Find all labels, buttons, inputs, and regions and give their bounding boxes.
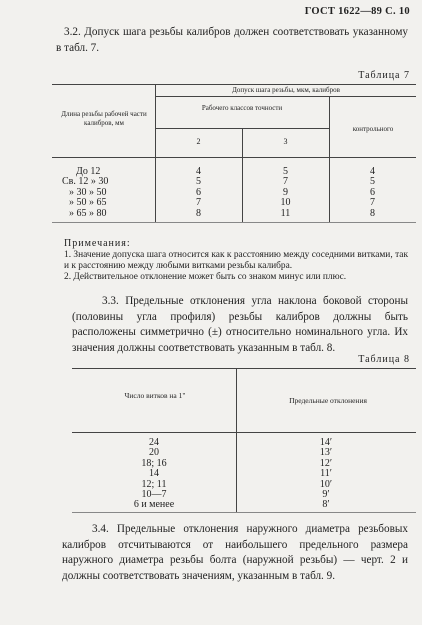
table7-label: Таблица 7 — [358, 70, 410, 81]
table8-threads-column — [72, 438, 236, 511]
table-row: » 65 » 80 — [69, 207, 107, 219]
table7-class3-column — [242, 167, 329, 219]
table-cell: 10 — [280, 197, 291, 209]
paragraph-3-3: 3.3. Предельные отклонения угла наклона боковой стороны (половины угла профиля) резьбы калибров должны быть расположены симметрично (±) относительно номинального угла. Их значения должны соответствовать указанным в табл. 8. — [72, 295, 408, 354]
table7-col-length: Длина резьбы рабочей части калибров, мм — [61, 110, 147, 127]
table-cell: 8 — [196, 207, 201, 219]
table-cell: 10—7 — [141, 489, 167, 501]
table-cell: 13′ — [319, 447, 333, 459]
notes-heading: Примечания: — [64, 238, 131, 249]
table-row: Св. 12 » 30 — [62, 176, 109, 188]
table8-label: Таблица 8 — [358, 354, 410, 365]
table-cell: 7 — [370, 197, 375, 209]
table7-header-rule-1 — [155, 96, 416, 97]
table-cell: 7 — [196, 197, 201, 209]
table7-class-2: 2 — [196, 137, 201, 146]
table-row: » 30 » 50 — [69, 186, 107, 198]
table-cell: 18; 16 — [141, 457, 167, 469]
table-cell: 12′ — [319, 457, 333, 469]
table-cell: 5 — [283, 166, 288, 177]
table-cell: 11 — [280, 207, 291, 219]
table-cell: 8 — [370, 207, 375, 219]
table7-control-column — [329, 167, 416, 219]
page-header: ГОСТ 1622—89 С. 10 — [304, 6, 410, 17]
table7-header-bottom-rule — [52, 157, 416, 158]
table-cell: 6 — [196, 186, 201, 198]
table-cell: 12; 11 — [141, 478, 167, 490]
table8-deviation-column — [236, 438, 416, 511]
table7-length-column — [62, 167, 142, 219]
table-cell: 9′ — [322, 489, 330, 501]
table-cell: 14 — [149, 468, 159, 480]
table7-col-tolerance: Допуск шага резьбы, мкм, калибров — [232, 86, 340, 94]
note-2: 2. Действительное отклонение может быть со знаком минус или плюс. — [64, 272, 347, 282]
table-cell: 24 — [149, 437, 159, 448]
table-cell: 5 — [370, 176, 375, 188]
table8-bottom-rule — [72, 512, 416, 513]
table8-header-bottom-rule — [72, 432, 416, 433]
table-row: » 50 » 65 — [69, 197, 107, 209]
table-cell: 7 — [283, 176, 288, 188]
table7-col-working: Рабочего классов точности — [201, 104, 283, 112]
table7-class-3: 3 — [283, 137, 288, 146]
table-cell: 9 — [283, 186, 288, 198]
table-cell: 4 — [370, 166, 375, 177]
table8-col-threads: Число витков на 1" — [124, 391, 186, 400]
table-cell: 5 — [196, 176, 201, 188]
table8-col-deviation: Предельные отклонения — [289, 396, 367, 405]
table7-class2-column — [155, 167, 242, 219]
table-cell: 8′ — [322, 499, 330, 511]
table7-col-control: контрольного — [352, 125, 394, 133]
paragraph-3-2: 3.2. Допуск шага резьбы калибров должен соответствовать указанному в табл. 7. — [56, 26, 408, 54]
table8-top-rule — [72, 368, 416, 369]
table-cell: 11′ — [320, 468, 332, 480]
table7-bottom-rule — [52, 222, 416, 223]
table-cell: 4 — [196, 166, 201, 177]
table-cell: 6 — [370, 186, 375, 198]
table-cell: 14′ — [319, 437, 333, 448]
paragraph-3-4: 3.4. Предельные отклонения наружного диаметра резьбовых калибров отсчитываются от наибольшего предельного размера наружного диаметра резьбы болта (наружной резьбы) — черт. 2 и должны соответствовать значениям, указанным в табл. 9. — [62, 523, 408, 582]
table7-top-rule — [52, 84, 416, 85]
note-1: 1. Значение допуска шага относится как к расстоянию между соседними витками, так и к расстоянию между любыми витками резьбы калибра. — [64, 250, 408, 271]
table-cell: 6 и менее — [133, 499, 175, 511]
table-cell: 20 — [149, 447, 159, 459]
table-cell: 10′ — [319, 478, 333, 490]
table-row: До 12 — [76, 166, 101, 177]
